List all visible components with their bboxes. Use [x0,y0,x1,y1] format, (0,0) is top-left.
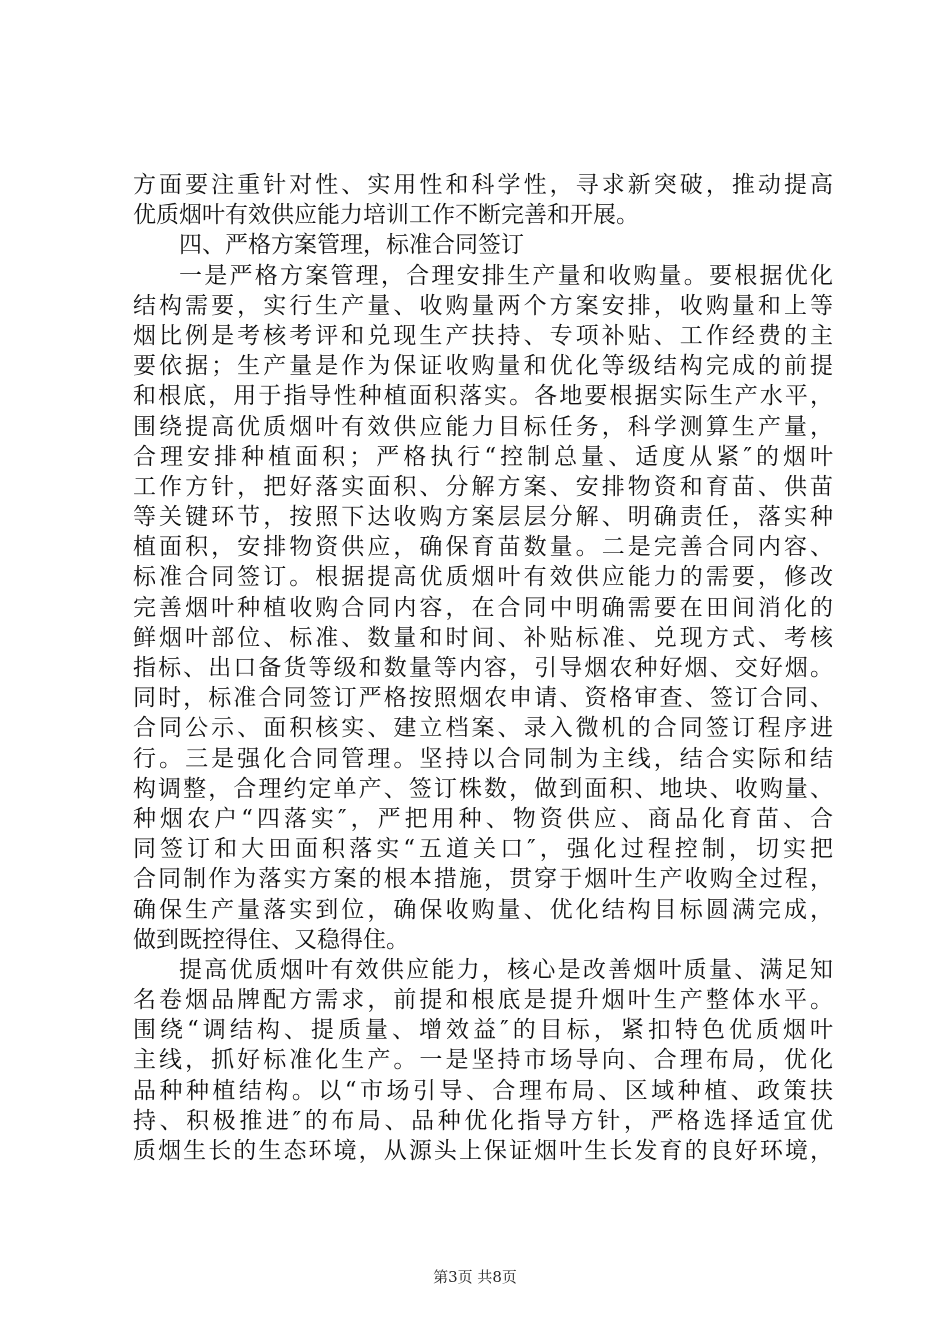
text-line: 结构需要，实行生产量、收购量两个方案安排，收购量和上等 [133,292,833,319]
text-line: 围绕“调结构、提质量、增效益″的目标，紧扣特色优质烟叶 [133,1017,833,1044]
text-line: 植面积，安排物资供应，确保育苗数量。二是完善合同内容、 [133,534,833,561]
text-line: 合同制作为落实方案的根本措施，贯穿于烟叶生产收购全过程， [133,866,833,893]
text-line: 工作方针，把好落实面积、分解方案、安排物资和育苗、供苗 [133,473,833,500]
text-line: 和根底，用于指导性种植面积落实。各地要根据实际生产水平， [133,383,833,410]
text-line: 提高优质烟叶有效供应能力，核心是改善烟叶质量、满足知 [179,956,833,983]
text-line: 要依据；生产量是作为保证收购量和优化等级结构完成的前提 [133,353,833,380]
document-body [133,170,833,1166]
text-line: 围绕提高优质烟叶有效供应能力目标任务，科学测算生产量， [133,413,833,440]
text-line: 主线，抓好标准化生产。一是坚持市场导向、合理布局，优化 [133,1047,833,1074]
text-line: 标准合同签订。根据提高优质烟叶有效供应能力的需要，修改 [133,564,833,591]
page-footer: 第3页 共8页 [433,1268,517,1286]
text-line: 名卷烟品牌配方需求，前提和根底是提升烟叶生产整体水平。 [133,987,833,1014]
text-line: 完善烟叶种植收购合同内容，在合同中明确需要在田间消化的 [133,594,833,621]
text-line: 一是严格方案管理，合理安排生产量和收购量。要根据优化 [179,262,833,289]
text-line: 同时，标准合同签订严格按照烟农申请、资格审查、签订合同、 [133,685,833,712]
text-line: 确保生产量落实到位，确保收购量、优化结构目标圆满完成， [133,896,833,923]
text-line: 方面要注重针对性、实用性和科学性，寻求新突破，推动提高 [133,172,833,198]
text-line: 优质烟叶有效供应能力培训工作不断完善和开展。 [133,202,639,229]
text-line: 品种种植结构。以“市场引导、合理布局、区域种植、政策扶 [133,1077,833,1104]
text-line: 合同公示、面积核实、建立档案、录入微机的合同签订程序进 [133,715,833,742]
text-line: 鲜烟叶部位、标准、数量和时间、补贴标准、兑现方式、考核 [133,624,833,651]
text-line: 烟比例是考核考评和兑现生产扶持、专项补贴、工作经费的主 [133,322,833,349]
text-line: 四、严格方案管理，标准合同签订 [179,232,524,259]
text-line: 指标、出口备货等级和数量等内容，引导烟农种好烟、交好烟。 [133,655,833,681]
text-line: 持、积极推进″的布局、品种优化指导方针，严格选择适宜优 [133,1107,833,1134]
text-line: 等关键环节，按照下达收购方案层层分解、明确责任，落实种 [133,504,833,531]
text-line: 种烟农户“四落实″，严把用种、物资供应、商品化育苗、合 [133,805,833,832]
text-line: 同签订和大田面积落实“五道关口″，强化过程控制，切实把 [133,836,833,863]
text-line: 做到既控得住、又稳得住。 [133,926,409,953]
text-line: 质烟生长的生态环境，从源头上保证烟叶生长发育的良好环境， [133,1138,833,1164]
text-line: 行。三是强化合同管理。坚持以合同制为主线，结合实际和结 [133,745,833,772]
text-line: 合理安排种植面积；严格执行“控制总量、适度从紧″的烟叶 [133,443,833,470]
text-line: 构调整，合理约定单产、签订株数，做到面积、地块、收购量、 [133,775,833,802]
